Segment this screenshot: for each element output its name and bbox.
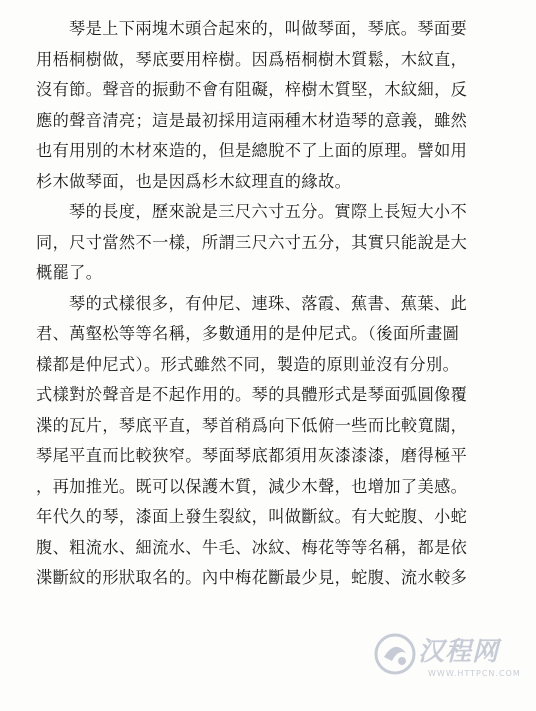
paragraph-line: ，再加推光。既可以保護木質，減少木聲，也增加了美感。 (36, 476, 468, 496)
paragraph-line: 琴尾平直而比較狹窄。琴面琴底都須用灰漆漆漆，磨得極平 (36, 446, 468, 465)
paragraph-line: 杉木做琴面，也是因爲杉木紋理直的緣故。 (36, 171, 352, 191)
paragraph-line: 渫斷紋的形狀取名的。內中梅花斷最少見，蛇腹、流水較多 (36, 568, 468, 587)
body-text (36, 14, 508, 594)
paragraph-line: 樣都是仲尼式）。形式雖然不同，製造的原則並沒有分別。 (36, 354, 460, 374)
paragraph-line: 也有用別的木材來造的，但是總脫不了上面的原理。譬如用 (36, 141, 468, 160)
watermark-url: WWW.HTTPCN.COM (428, 669, 521, 678)
watermark (372, 627, 522, 689)
watermark-text: 汉程网 (418, 637, 500, 667)
paragraph-line: 概罷了。 (36, 263, 103, 282)
paragraph-line: 年代久的琴，漆面上發生裂紋，叫做斷紋。有大蛇腹、小蛇 (36, 507, 468, 526)
paragraph-line: 沒有節。聲音的振動不會有阻礙，梓樹木質堅，木紋細，反 (36, 80, 468, 99)
paragraph-line: 琴的式樣很多，有仲尼、連珠、落霞、蕉書、蕉葉、此 (69, 293, 468, 313)
site-logo-icon (372, 631, 418, 677)
paragraph-line: 用梧桐樹做，琴底要用梓樹。因爲梧桐樹木質鬆，木紋直， (36, 49, 468, 69)
paragraph-line: 應的聲音清亮；這是最初採用這兩種木材造琴的意義，雖然 (36, 110, 468, 130)
paragraph-line: 琴的長度，歷來說是三尺六寸五分。實際上長短大小不 (69, 202, 468, 221)
paragraph-line: 式樣對於聲音是不起作用的。琴的具體形式是琴面弧圓像覆 (36, 385, 468, 404)
paragraph-line: 同，尺寸當然不一樣，所謂三尺六寸五分，其實只能說是大 (36, 232, 468, 252)
paragraph-line: 君、萬壑松等等名稱，多數通用的是仲尼式。（後面所畫圖 (36, 324, 460, 343)
paragraph-line: 渫的瓦片，琴底平直，琴首稍爲向下低俯一些而比較寬闊， (36, 415, 468, 435)
paragraph-line: 琴是上下兩塊木頭合起來的，叫做琴面，琴底。琴面要 (69, 19, 468, 38)
paragraph-line: 腹、粗流水、細流水、牛毛、冰紋、梅花等等名稱，都是依 (36, 537, 468, 557)
